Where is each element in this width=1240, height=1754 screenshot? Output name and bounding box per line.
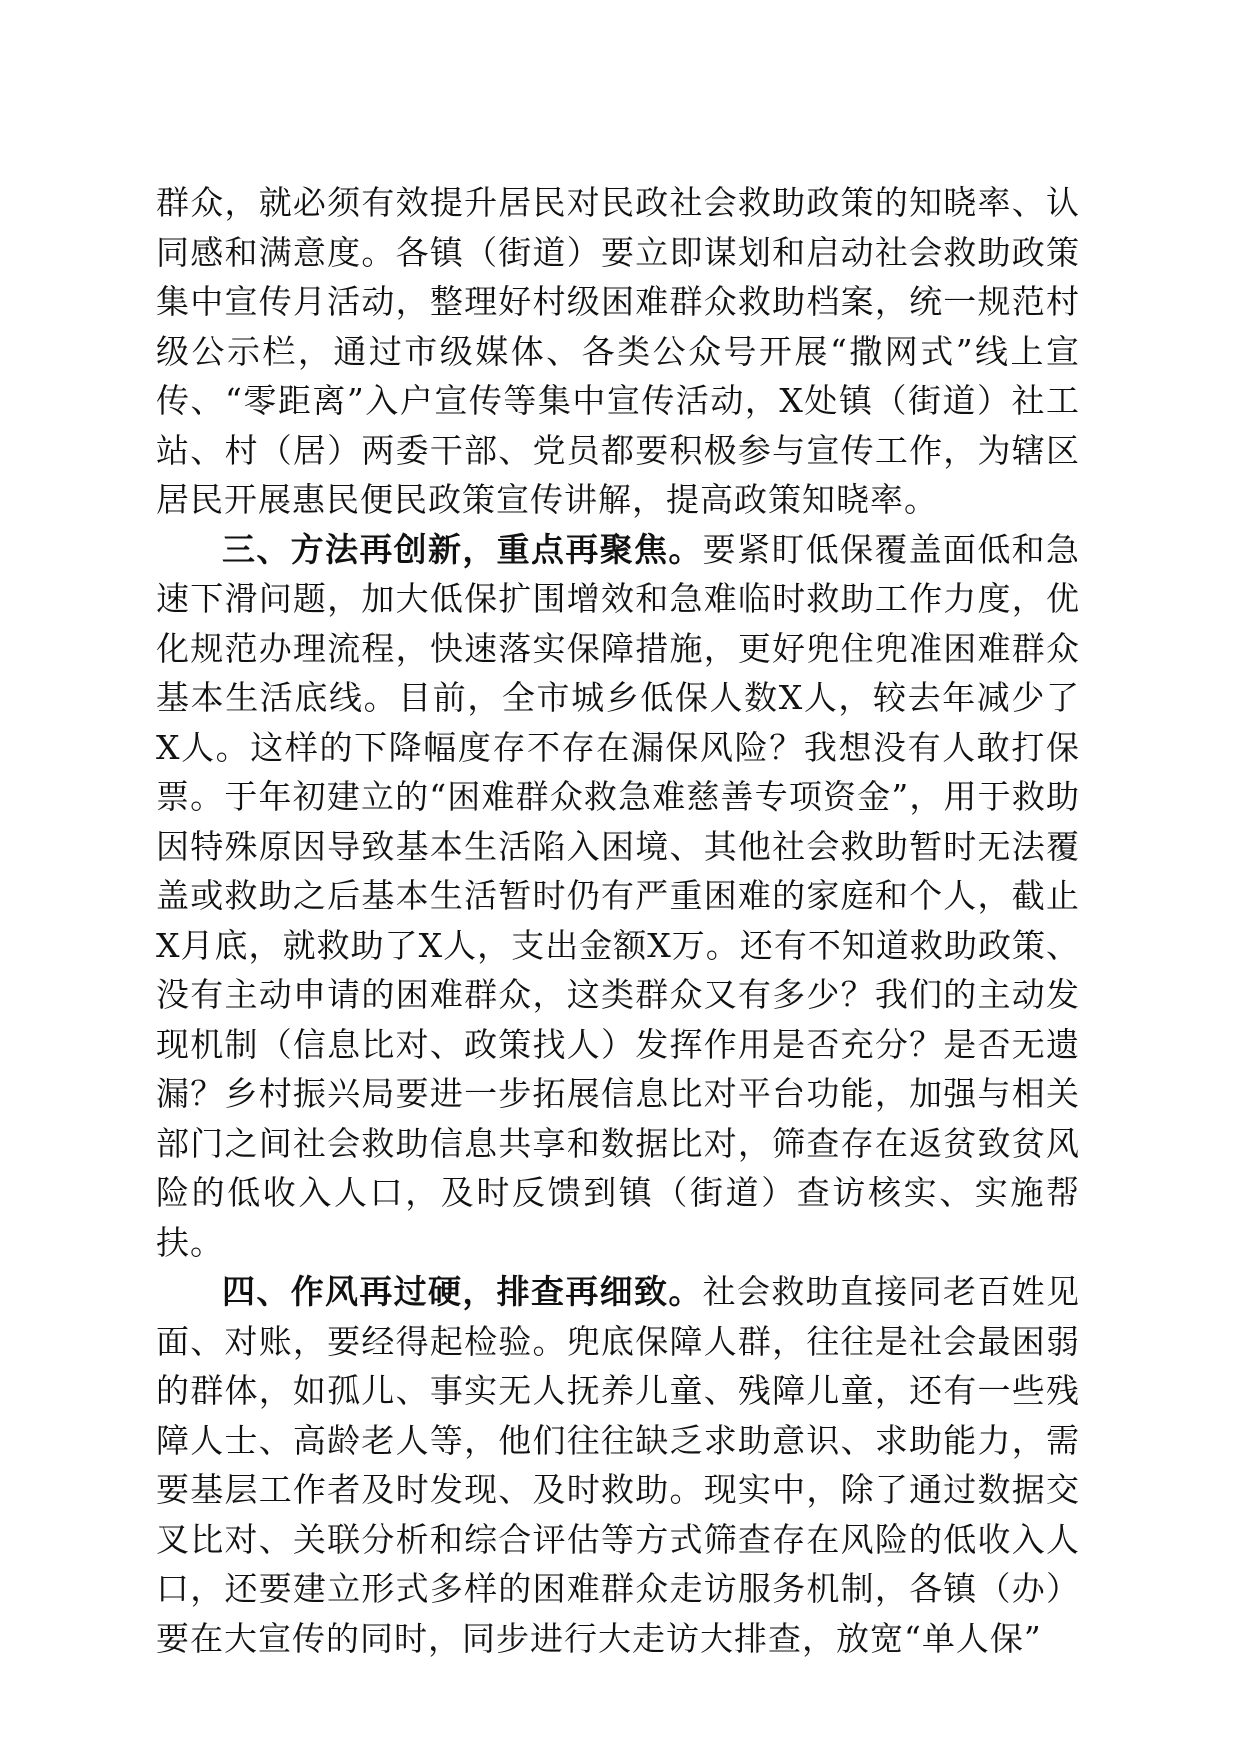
paragraph-1 [156, 178, 1080, 525]
paragraph-3-text: 社会救助直接同老百姓见面、对账，要经得起检验。兜底保障人群，往往是社会最困弱的群体，如孤儿、事实无人抚养儿童、残障儿童，还有一些残障人士、高龄老人等，他们往往缺乏求助意识、求助能力，需要基层工作者及时发现、及时救助。现实中，除了通过数据交叉比对、关联分析和综合评估等方式筛查存在风险的低收入人口，还要建立形式多样的困难群众走访服务机制，各镇（办）要在大宣传的同时，同步进行大走访大排查，放宽“单人保” [156, 1272, 1081, 1658]
paragraph-1-text: 群众，就必须有效提升居民对民政社会救助政策的知晓率、认同感和满意度。各镇（街道）要立即谋划和启动社会救助政策集中宣传月活动，整理好村级困难群众救助档案，统一规范村级公示栏，通过市级媒体、各类公众号开展“撒网式”线上宣传、“零距离”入户宣传等集中宣传活动，X处镇（街道）社工站、村（居）两委干部、党员都要积极参与宣传工作，为辖区居民开展惠民便民政策宣传讲解，提高政策知晓率。 [156, 183, 1080, 519]
section-3-heading: 三、方法再创新，重点再聚焦。 [222, 529, 703, 569]
paragraph-2-text: 要紧盯低保覆盖面低和急速下滑问题，加大低保扩围增效和急难临时救助工作力度，优化规范办理流程，快速落实保障措施，更好兜住兜准困难群众基本生活底线。目前，全市城乡低保人数X人，较去年减少了X人。这样的下降幅度存不存在漏保风险？我想没有人敢打保票。于年初建立的“困难群众救急难慈善专项资金”，用于救助因特殊原因导致基本生活陷入困境、其他社会救助暂时无法覆盖或救助之后基本生活暂时仍有严重困难的家庭和个人，截止X月底，就救助了X人，支出金额X万。还有不知道救助政策、没有主动申请的困难群众，这类群众又有多少？我们的主动发现机制（信息比对、政策找人）发挥作用是否充分？是否无遗漏？乡村振兴局要进一步拓展信息比对平台功能，加强与相关部门之间社会救助信息共享和数据比对，筛查存在返贫致贫风险的低收入人口，及时反馈到镇（街道）查访核实、实施帮扶。 [156, 529, 1081, 1262]
document-body [156, 178, 1080, 1663]
paragraph-3 [156, 1267, 1080, 1663]
section-4-heading: 四、作风再过硬，排查再细致。 [222, 1272, 703, 1311]
paragraph-2 [156, 525, 1080, 1268]
